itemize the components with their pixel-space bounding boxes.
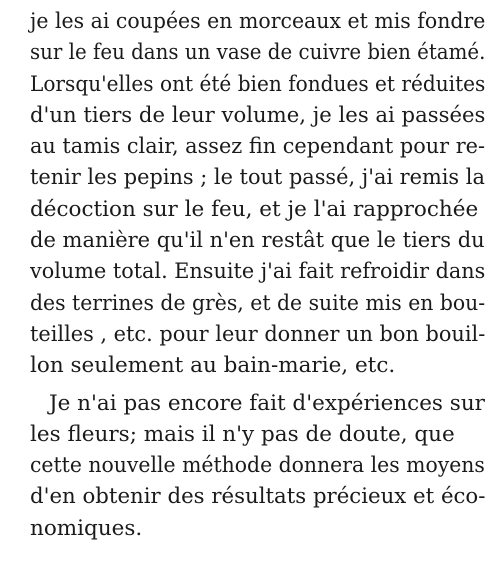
text-line: d'un tiers de leur volume, je les ai passées [30,102,486,128]
text-line: au tamis clair, assez fin cependant pour re- [30,134,486,160]
text-line: lon seulement au bain-marie, etc. [30,353,396,379]
text-line: de manière qu'il n'en restât que le tiers du [30,228,485,254]
text-line: teilles , etc. pour leur donner un bon bouil- [30,321,486,347]
text-line: Je n'ai pas encore fait d'expériences sur [49,390,485,416]
text-line: sur le feu dans un vase de cuivre bien étamé. [30,40,486,66]
text-line: décoction sur le feu, et je l'ai rapprochée [30,196,479,222]
text-line: volume total. Ensuite j'ai fait refroidir dans [30,259,486,285]
text-line: d'en obtenir des résultats précieux et éco- [30,484,486,510]
text-line: cette nouvelle méthode donnera les moyens [30,453,485,479]
text-line: Lorsqu'elles ont été bien fondues et réduites [30,71,486,97]
text-line: des terrines de grès, et de suite mis en bou- [30,290,486,316]
body-text [30,6,485,544]
text-line: je les ai coupées en morceaux et mis fondre [30,9,486,34]
text-line: tenir les pepins ; le tout passé, j'ai remis la [30,165,485,191]
text-line: les fleurs; mais il n'y pas de doute, que [30,421,455,447]
text-line: nomiques. [30,515,143,541]
paragraph-2 [30,388,485,544]
paragraph-1 [30,6,485,382]
